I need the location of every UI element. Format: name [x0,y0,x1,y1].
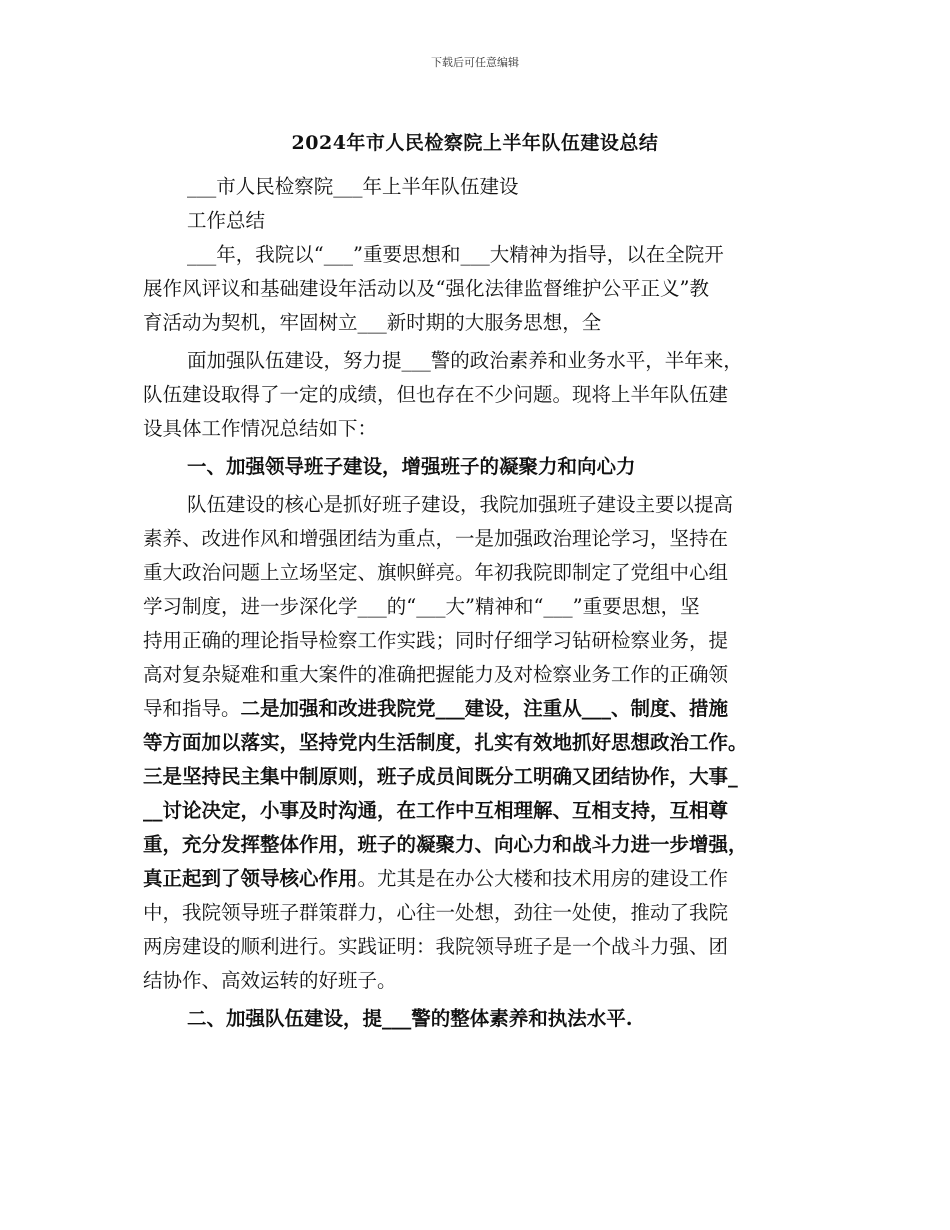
body-line: 素养、改进作风和增强团结为重点，一是加强政治理论学习，坚持在 [143,527,729,550]
body-line: 高对复杂疑难和重大案件的准确把握能力及对检察业务工作的正确领 [143,663,729,686]
normal-text: 。尤其是在办公大楼和技术用房的建设工作 [357,867,729,890]
body-line: 学习制度，进一步深化学___的“___大”精神和“___”重要思想，坚 [143,595,700,618]
body-line-mixed [143,692,811,726]
body-line: 队伍建设取得了一定的成绩，但也存在不少问题。现将上半年队伍建 [143,383,729,406]
bold-text: 二是加强和改进我院党___建设，注重从___、制度、措施 [240,697,729,720]
body-line: 持用正确的理论指导检察工作实践；同时仔细学习钻研检察业务，提 [143,629,729,652]
document-body [143,170,811,1036]
body-line: 两房建设的顺利进行。实践证明：我院领导班子是一个战斗力强、团 [143,935,729,958]
body-line: ___年，我院以“___”重要思想和___大精神为指导，以在全院开 [187,243,724,266]
body-line-bold: __讨论决定，小事及时沟通，在工作中互相理解、互相支持，互相尊 [143,799,729,822]
body-line: 结协作、高效运转的好班子。 [143,969,397,992]
page-header: 下载后可任意编辑 [431,56,519,69]
body-line-bold: 重，充分发挥整体作用，班子的凝聚力、向心力和战斗力进一步增强， [143,833,748,856]
document-title: 2024年市人民检察院上半年队伍建设总结 [291,132,659,154]
body-line-bold: 三是坚持民主集中制原则，班子成员间既分工明确又团结协作，大事_ [143,765,738,788]
body-line-bold: 等方面加以落实，坚持党内生活制度，扎实有效地抓好思想政治工作。 [143,731,748,754]
bold-text: 真正起到了领导核心作用 [143,867,358,890]
section-heading-1: 一、加强领导班子建设，增强班子的凝聚力和向心力 [187,455,636,478]
body-line: 展作风评议和基础建设年活动以及“强化法律监督维护公平正义”教 [143,277,709,300]
body-line: 重大政治问题上立场坚定、旗帜鲜亮。年初我院即制定了党组中心组 [143,561,729,584]
normal-text: 导和指导。 [143,697,241,720]
body-line: 队伍建设的核心是抓好班子建设，我院加强班子建设主要以提高 [187,493,734,516]
body-line-mixed [143,862,811,896]
body-line: ___市人民检察院___年上半年队伍建设 [187,175,519,198]
body-line: 工作总结 [187,209,266,232]
body-line: 设具体工作情况总结如下： [143,417,378,440]
body-line: 面加强队伍建设，努力提___警的政治素养和业务水平，半年来， [187,349,743,372]
body-line: 中，我院领导班子群策群力，心往一处想，劲往一处使，推动了我院 [143,901,729,924]
body-line: 育活动为契机，牢固树立___新时期的大服务思想，全 [143,311,602,334]
section-heading-2: 二、加强队伍建设，提___警的整体素养和执法水平. [187,1007,633,1030]
